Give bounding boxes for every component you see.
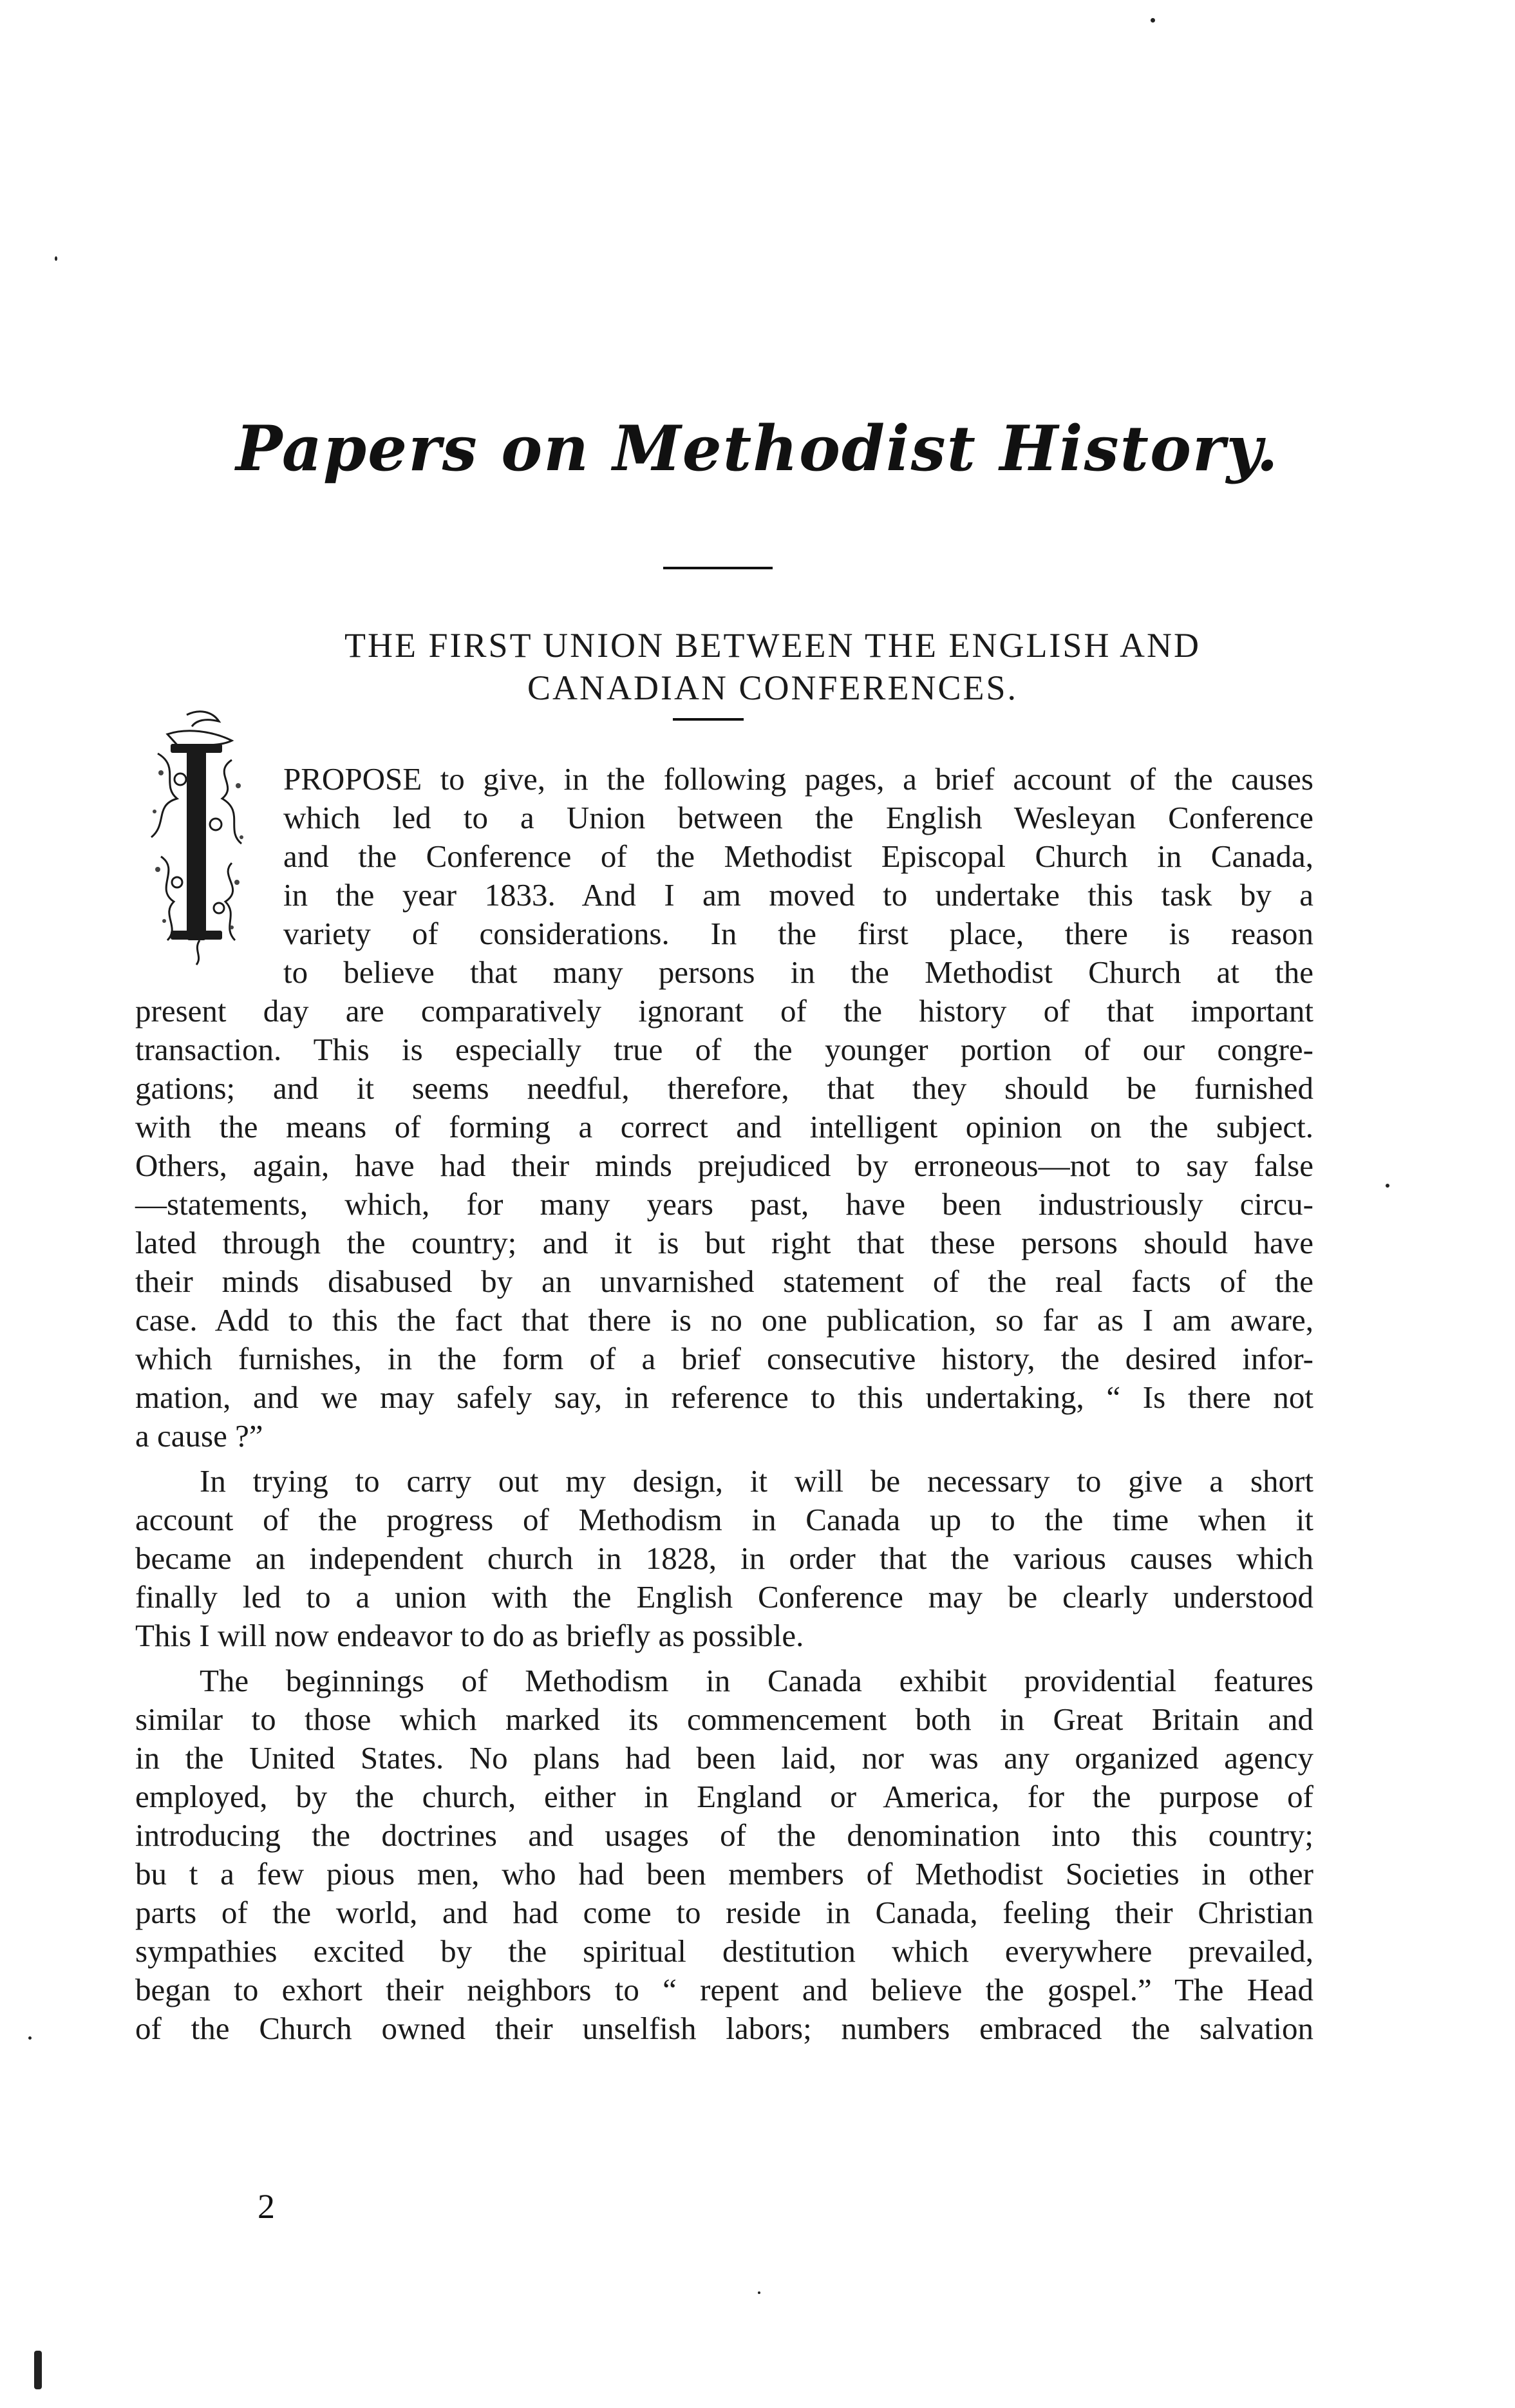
- body-line: became an independent church in 1828, in order that the various causes which: [135, 1541, 1313, 1576]
- body-line: began to exhort their neighbors to “ repent and believe the gospel.” The Head: [135, 1972, 1313, 2007]
- body-line: Others, again, have had their minds prejudiced by erroneous—not to say false: [135, 1148, 1313, 1183]
- section-heading-line2: CANADIAN CONFERENCES.: [527, 668, 1019, 707]
- page-number: 2: [258, 2187, 275, 2226]
- body-line: a cause ?”: [135, 1418, 263, 1454]
- section-heading-line1: THE FIRST UNION BETWEEN THE ENGLISH AND: [344, 626, 1201, 665]
- ink-speck: [34, 2351, 42, 2389]
- body-line: mation, and we may safely say, in reference to this undertaking, “ Is there not: [135, 1379, 1313, 1415]
- heading-divider: [673, 718, 744, 721]
- body-line: PROPOSE to give, in the following pages, a brief account of the causes: [283, 761, 1313, 797]
- body-line: similar to those which marked its commencement both in Great Britain and: [135, 1702, 1313, 1737]
- ink-speck: [55, 256, 57, 261]
- body-line: In trying to carry out my design, it will be necessary to give a short: [200, 1463, 1313, 1499]
- body-line: introducing the doctrines and usages of the denomination into this country;: [135, 1817, 1313, 1853]
- page-title: Papers on Methodist History.: [236, 412, 1279, 485]
- body-line: their minds disabused by an unvarnished statement of the real facts of the: [135, 1264, 1313, 1299]
- body-line: lated through the country; and it is but right that these persons should have: [135, 1225, 1313, 1260]
- body-line: variety of considerations. In the first place, there is reason: [283, 916, 1313, 951]
- body-line: transaction. This is especially true of the younger portion of our congre-: [135, 1032, 1313, 1067]
- ornamental-dropcap-icon: [142, 708, 251, 966]
- body-line: with the means of forming a correct and intelligent opinion on the subject.: [135, 1109, 1313, 1144]
- body-line: bu t a few pious men, who had been members of Methodist Societies in other: [135, 1856, 1313, 1891]
- body-line: case. Add to this the fact that there is no one publication, so far as I am aware,: [135, 1302, 1313, 1338]
- body-line: which furnishes, in the form of a brief consecutive history, the desired infor-: [135, 1341, 1313, 1376]
- ink-speck: [758, 2291, 760, 2294]
- body-line: The beginnings of Methodism in Canada exhibit providential features: [200, 1663, 1313, 1698]
- ink-speck: [28, 2036, 32, 2040]
- body-line: gations; and it seems needful, therefore, that they should be furnished: [135, 1070, 1313, 1106]
- body-line: —statements, which, for many years past, have been industriously circu-: [135, 1186, 1313, 1222]
- body-line: in the year 1833. And I am moved to undertake this task by a: [283, 877, 1313, 913]
- body-line: in the United States. No plans had been laid, nor was any organized agency: [135, 1740, 1313, 1776]
- title-divider: [663, 567, 773, 569]
- body-line: to believe that many persons in the Methodist Church at the: [283, 954, 1313, 990]
- body-line: sympathies excited by the spiritual destitution which everywhere prevailed,: [135, 1933, 1313, 1969]
- body-line: present day are comparatively ignorant of the history of that important: [135, 993, 1313, 1029]
- body-line: account of the progress of Methodism in Canada up to the time when it: [135, 1502, 1313, 1537]
- body-line: parts of the world, and had come to reside in Canada, feeling their Christian: [135, 1895, 1313, 1930]
- body-line: finally led to a union with the English Conference may be clearly understood: [135, 1579, 1313, 1615]
- body-line: which led to a Union between the English Wesleyan Conference: [283, 800, 1313, 835]
- body-line: This I will now endeavor to do as briefly as possible.: [135, 1618, 804, 1653]
- body-line: of the Church owned their unselfish labors; numbers embraced the salvation: [135, 2011, 1313, 2046]
- ink-speck: [1386, 1184, 1389, 1188]
- body-line: employed, by the church, either in England or America, for the purpose of: [135, 1779, 1313, 1814]
- ink-speck: [1151, 18, 1155, 23]
- body-line: and the Conference of the Methodist Episcopal Church in Canada,: [283, 839, 1313, 874]
